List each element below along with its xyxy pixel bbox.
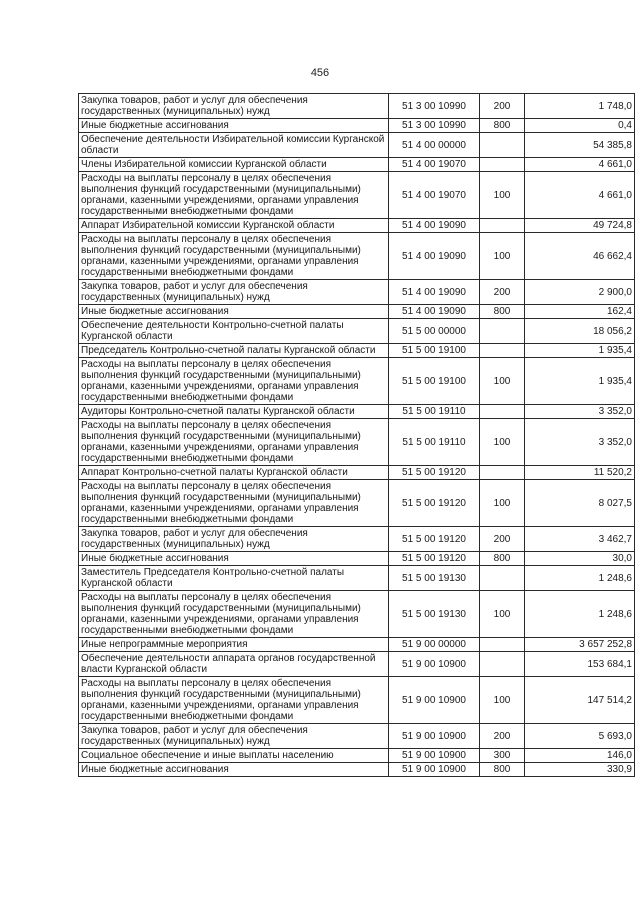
table-row — [79, 638, 635, 652]
row-code-cell: 51 3 00 10990 — [389, 94, 480, 119]
row-name-cell: Обеспечение деятельности Избирательной комиссии Курганской области — [79, 133, 389, 158]
row-name-cell: Аппарат Избирательной комиссии Курганской области — [79, 219, 389, 233]
table-row — [79, 749, 635, 763]
table-row — [79, 419, 635, 466]
row-amount-cell: 4 661,0 — [525, 158, 635, 172]
row-amount-cell: 1 748,0 — [525, 94, 635, 119]
table-row — [79, 677, 635, 724]
row-name-cell: Расходы на выплаты персоналу в целях обеспечения выполнения функций государственными (муниципальными) органами, казенными учреждениями, органами управления государственными внебюджетными фондами — [79, 172, 389, 219]
row-expense-type-cell: 800 — [480, 119, 525, 133]
table-row — [79, 344, 635, 358]
row-expense-type-cell — [480, 344, 525, 358]
row-code-cell: 51 5 00 19120 — [389, 466, 480, 480]
row-code-cell: 51 5 00 19130 — [389, 591, 480, 638]
row-amount-cell: 49 724,8 — [525, 219, 635, 233]
table-row — [79, 466, 635, 480]
row-code-cell: 51 4 00 19090 — [389, 219, 480, 233]
row-code-cell: 51 4 00 19090 — [389, 305, 480, 319]
row-amount-cell: 46 662,4 — [525, 233, 635, 280]
row-name-cell: Иные бюджетные ассигнования — [79, 305, 389, 319]
row-expense-type-cell: 100 — [480, 480, 525, 527]
table-row — [79, 119, 635, 133]
row-name-cell: Иные непрограммные мероприятия — [79, 638, 389, 652]
row-code-cell: 51 5 00 19120 — [389, 552, 480, 566]
row-code-cell: 51 4 00 19070 — [389, 172, 480, 219]
table-row — [79, 652, 635, 677]
row-expense-type-cell — [480, 466, 525, 480]
row-name-cell: Закупка товаров, работ и услуг для обеспечения государственных (муниципальных) нужд — [79, 94, 389, 119]
row-amount-cell: 162,4 — [525, 305, 635, 319]
row-name-cell: Члены Избирательной комиссии Курганской области — [79, 158, 389, 172]
row-name-cell: Расходы на выплаты персоналу в целях обеспечения выполнения функций государственными (муниципальными) органами, казенными учреждениями, органами управления государственными внебюджетными фондами — [79, 480, 389, 527]
row-amount-cell: 1 248,6 — [525, 591, 635, 638]
row-amount-cell: 3 657 252,8 — [525, 638, 635, 652]
row-name-cell: Закупка товаров, работ и услуг для обеспечения государственных (муниципальных) нужд — [79, 724, 389, 749]
row-expense-type-cell: 800 — [480, 305, 525, 319]
row-expense-type-cell: 100 — [480, 233, 525, 280]
row-amount-cell: 153 684,1 — [525, 652, 635, 677]
row-expense-type-cell: 300 — [480, 749, 525, 763]
row-code-cell: 51 9 00 10900 — [389, 724, 480, 749]
row-expense-type-cell — [480, 158, 525, 172]
row-expense-type-cell: 100 — [480, 677, 525, 724]
row-code-cell: 51 5 00 00000 — [389, 319, 480, 344]
row-expense-type-cell — [480, 566, 525, 591]
row-name-cell: Обеспечение деятельности Контрольно-счетной палаты Курганской области — [79, 319, 389, 344]
table-row — [79, 763, 635, 777]
row-code-cell: 51 9 00 00000 — [389, 638, 480, 652]
row-amount-cell: 3 462,7 — [525, 527, 635, 552]
table-row — [79, 319, 635, 344]
row-name-cell: Аппарат Контрольно-счетной палаты Курганской области — [79, 466, 389, 480]
row-amount-cell: 1 935,4 — [525, 358, 635, 405]
row-amount-cell: 0,4 — [525, 119, 635, 133]
row-amount-cell: 1 248,6 — [525, 566, 635, 591]
table-row — [79, 527, 635, 552]
table-row — [79, 480, 635, 527]
table-row — [79, 358, 635, 405]
row-expense-type-cell: 100 — [480, 591, 525, 638]
row-amount-cell: 4 661,0 — [525, 172, 635, 219]
page-number: 456 — [310, 67, 330, 79]
row-name-cell: Аудиторы Контрольно-счетной палаты Курганской области — [79, 405, 389, 419]
row-code-cell: 51 9 00 10900 — [389, 763, 480, 777]
table-row — [79, 405, 635, 419]
row-amount-cell: 147 514,2 — [525, 677, 635, 724]
row-expense-type-cell: 200 — [480, 280, 525, 305]
row-code-cell: 51 4 00 19090 — [389, 280, 480, 305]
row-expense-type-cell — [480, 219, 525, 233]
row-code-cell: 51 4 00 00000 — [389, 133, 480, 158]
table-row — [79, 552, 635, 566]
row-amount-cell: 11 520,2 — [525, 466, 635, 480]
row-amount-cell: 146,0 — [525, 749, 635, 763]
row-code-cell: 51 9 00 10900 — [389, 652, 480, 677]
row-amount-cell: 5 693,0 — [525, 724, 635, 749]
row-expense-type-cell: 800 — [480, 763, 525, 777]
row-code-cell: 51 5 00 19110 — [389, 419, 480, 466]
row-name-cell: Расходы на выплаты персоналу в целях обеспечения выполнения функций государственными (муниципальными) органами, казенными учреждениями, органами управления государственными внебюджетными фондами — [79, 677, 389, 724]
row-code-cell: 51 5 00 19120 — [389, 480, 480, 527]
row-name-cell: Обеспечение деятельности аппарата органов государственной власти Курганской области — [79, 652, 389, 677]
row-name-cell: Иные бюджетные ассигнования — [79, 119, 389, 133]
table-row — [79, 158, 635, 172]
table-row — [79, 172, 635, 219]
row-name-cell: Расходы на выплаты персоналу в целях обеспечения выполнения функций государственными (муниципальными) органами, казенными учреждениями, органами управления государственными внебюджетными фондами — [79, 419, 389, 466]
row-name-cell: Закупка товаров, работ и услуг для обеспечения государственных (муниципальных) нужд — [79, 280, 389, 305]
row-name-cell: Расходы на выплаты персоналу в целях обеспечения выполнения функций государственными (муниципальными) органами, казенными учреждениями, органами управления государственными внебюджетными фондами — [79, 233, 389, 280]
row-code-cell: 51 5 00 19130 — [389, 566, 480, 591]
table-row — [79, 305, 635, 319]
row-code-cell: 51 9 00 10900 — [389, 677, 480, 724]
row-code-cell: 51 5 00 19100 — [389, 358, 480, 405]
row-expense-type-cell — [480, 319, 525, 344]
row-expense-type-cell — [480, 133, 525, 158]
row-expense-type-cell: 800 — [480, 552, 525, 566]
table-row — [79, 566, 635, 591]
table-row — [79, 280, 635, 305]
row-amount-cell: 1 935,4 — [525, 344, 635, 358]
row-expense-type-cell: 200 — [480, 94, 525, 119]
row-expense-type-cell — [480, 405, 525, 419]
row-code-cell: 51 4 00 19090 — [389, 233, 480, 280]
row-name-cell: Закупка товаров, работ и услуг для обеспечения государственных (муниципальных) нужд — [79, 527, 389, 552]
row-name-cell: Расходы на выплаты персоналу в целях обеспечения выполнения функций государственными (муниципальными) органами, казенными учреждениями, органами управления государственными внебюджетными фондами — [79, 358, 389, 405]
row-expense-type-cell: 100 — [480, 419, 525, 466]
row-expense-type-cell: 200 — [480, 527, 525, 552]
table-row — [79, 133, 635, 158]
table-row — [79, 233, 635, 280]
row-amount-cell: 330,9 — [525, 763, 635, 777]
row-expense-type-cell: 100 — [480, 358, 525, 405]
row-amount-cell: 3 352,0 — [525, 419, 635, 466]
row-expense-type-cell — [480, 652, 525, 677]
row-name-cell: Расходы на выплаты персоналу в целях обеспечения выполнения функций государственными (муниципальными) органами, казенными учреждениями, органами управления государственными внебюджетными фондами — [79, 591, 389, 638]
row-expense-type-cell: 100 — [480, 172, 525, 219]
row-name-cell: Заместитель Председателя Контрольно-счетной палаты Курганской области — [79, 566, 389, 591]
table-row — [79, 591, 635, 638]
budget-table — [78, 93, 635, 777]
row-amount-cell: 30,0 — [525, 552, 635, 566]
row-amount-cell: 8 027,5 — [525, 480, 635, 527]
row-name-cell: Иные бюджетные ассигнования — [79, 552, 389, 566]
row-name-cell: Председатель Контрольно-счетной палаты Курганской области — [79, 344, 389, 358]
row-amount-cell: 3 352,0 — [525, 405, 635, 419]
row-code-cell: 51 5 00 19100 — [389, 344, 480, 358]
table-row — [79, 94, 635, 119]
table-row — [79, 724, 635, 749]
row-code-cell: 51 5 00 19110 — [389, 405, 480, 419]
row-name-cell: Социальное обеспечение и иные выплаты населению — [79, 749, 389, 763]
row-amount-cell: 18 056,2 — [525, 319, 635, 344]
row-amount-cell: 2 900,0 — [525, 280, 635, 305]
budget-table-body — [79, 94, 635, 777]
row-code-cell: 51 3 00 10990 — [389, 119, 480, 133]
row-code-cell: 51 4 00 19070 — [389, 158, 480, 172]
row-expense-type-cell: 200 — [480, 724, 525, 749]
row-amount-cell: 54 385,8 — [525, 133, 635, 158]
row-name-cell: Иные бюджетные ассигнования — [79, 763, 389, 777]
row-code-cell: 51 9 00 10900 — [389, 749, 480, 763]
row-code-cell: 51 5 00 19120 — [389, 527, 480, 552]
row-expense-type-cell — [480, 638, 525, 652]
table-row — [79, 219, 635, 233]
